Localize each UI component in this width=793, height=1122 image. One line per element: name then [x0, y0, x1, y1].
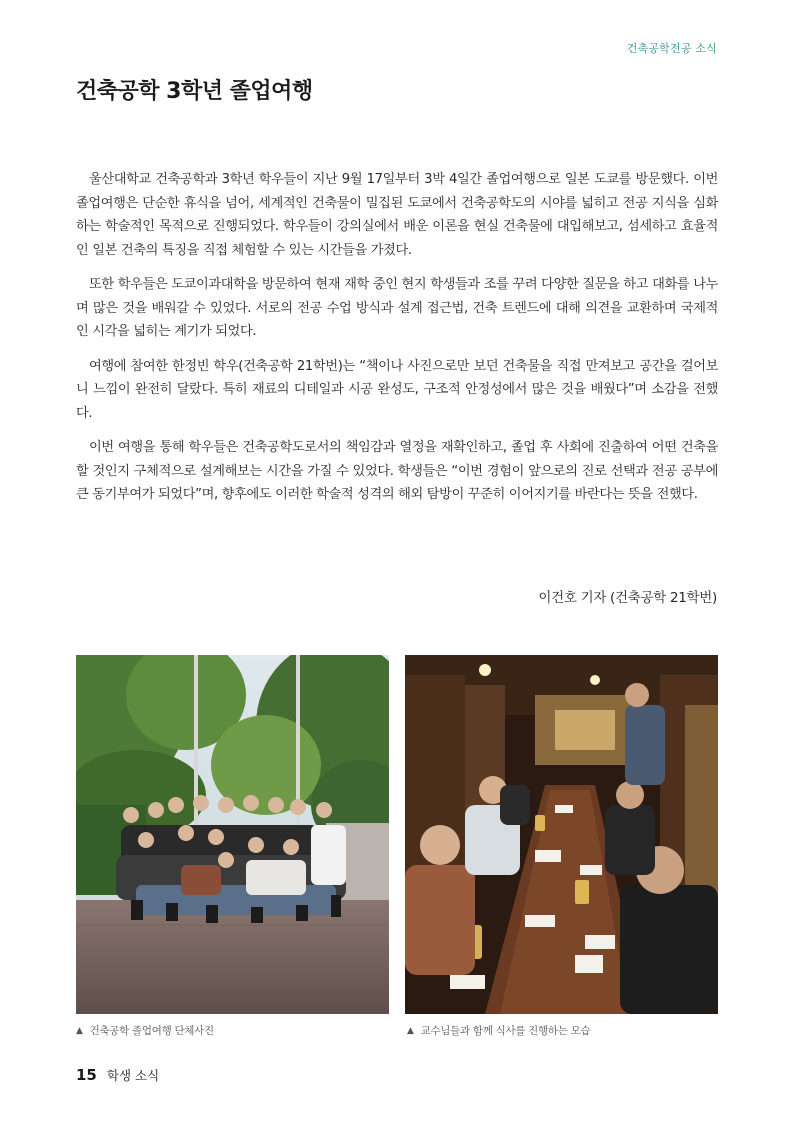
- caption-text: 교수님들과 함께 식사를 진행하는 모습: [420, 1025, 591, 1037]
- article-body: [76, 168, 718, 518]
- footer-section: 학생 소식: [106, 1068, 160, 1083]
- section-label: 건축공학전공 소식: [626, 42, 717, 55]
- triangle-up-icon: ▲: [76, 1025, 83, 1036]
- article-paragraph: 울산대학교 건축공학과 3학년 학우들이 지난 9월 17일부터 3박 4일간 졸업여행으로 일본 도쿄를 방문했다. 이번 졸업여행은 단순한 휴식을 넘어, 세계적인 건축물이 밀집된 도쿄에서 건축공학도의 시야를 넓히고 전공 지식을 심화하는 학술적인 목적으로 진행되었다. 학우들이 강의실에서 배운 이론을 현실 건축물에 대입해보고, 섬세하고 효율적인 일본 건축의 특징을 직접 체험할 수 있는 시간들을 가졌다.: [76, 172, 718, 258]
- photo-caption: [407, 1023, 590, 1038]
- page-number: 15: [76, 1066, 97, 1084]
- page-footer: [76, 1066, 159, 1084]
- dinner-photo: [405, 655, 718, 1014]
- triangle-up-icon: ▲: [407, 1025, 414, 1036]
- page-title: 건축공학 3학년 졸업여행: [76, 79, 313, 104]
- caption-text: 건축공학 졸업여행 단체사진: [89, 1025, 214, 1037]
- photo-caption: [76, 1023, 214, 1038]
- article-paragraph: 여행에 참여한 한정빈 학우(건축공학 21학번)는 “책이나 사진으로만 보던 건축물을 직접 만져보고 공간을 걸어보니 느낌이 완전히 달랐다. 특히 재료의 디테일과 시공 완성도, 구조적 안정성에서 많은 것을 배웠다”며 소감을 전했다.: [76, 358, 718, 421]
- article-paragraph: 이번 여행을 통해 학우들은 건축공학도로서의 책임감과 열정을 재확인하고, 졸업 후 사회에 진출하여 어떤 건축을 할 것인지 구체적으로 설계해보는 시간을 가질 수 있었다. 학생들은 “이번 경험이 앞으로의 진로 선택과 전공 공부에 큰 동기부여가 되었다”며, 향후에도 이러한 학술적 성격의 해외 탐방이 꾸준히 이어지기를 바란다는 뜻을 전했다.: [76, 440, 718, 502]
- group-photo: [76, 655, 389, 1014]
- byline: 이건호 기자 (건축공학 21학번): [538, 590, 717, 606]
- article-paragraph: 또한 학우들은 도쿄이과대학을 방문하여 현재 재학 중인 현지 학생들과 조를 꾸려 다양한 질문을 하고 대화를 나누며 많은 것을 배워갈 수 있었다. 서로의 전공 수업 방식과 설계 접근법, 건축 트렌드에 대해 의견을 교환하며 국제적인 시각을 넓히는 계기가 되었다.: [76, 277, 718, 339]
